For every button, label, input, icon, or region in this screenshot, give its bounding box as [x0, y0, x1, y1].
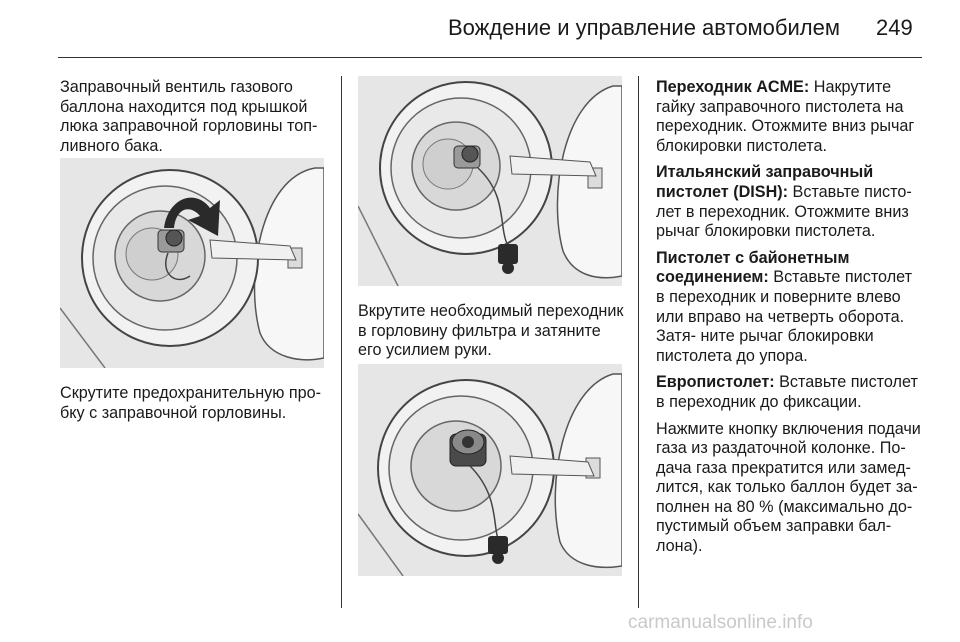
header-divider — [58, 57, 922, 58]
page-number: 249 — [876, 15, 913, 40]
euro-label: Европистолет: — [656, 373, 775, 392]
column-1-caption — [60, 384, 330, 430]
fuel-filler-illustration-2 — [358, 76, 622, 286]
figure-screw-adapter — [358, 76, 622, 286]
bayonet-label: Пистолет с байонетным соединением: — [656, 248, 850, 287]
column-divider-left — [341, 76, 342, 608]
column-divider-right — [638, 76, 639, 608]
watermark: carmanualsonline.info — [628, 612, 813, 633]
dish-text: Вставьте писто- лет в переходник. Отожмите вниз рычаг блокировки пистолета. — [656, 182, 912, 241]
dish-paragraph — [656, 163, 924, 241]
acme-text: Накрутите гайку заправочного пистолета на переходник. Отожмите вниз рычаг блокировки пистолета. — [656, 78, 915, 155]
final-paragraph: Нажмите кнопку включения подачи газа из раздаточной колонке. По- дача газа прекратится или замед- лится, как только баллон будет за- полнен на 80 % (максимально до- пустимый объем заправки бал- лона). — [656, 419, 921, 556]
euro-paragraph — [656, 373, 924, 412]
caption-remove-cap: Скрутите предохранительную про- бку с заправочной горловины. — [60, 384, 322, 422]
column-2-caption — [358, 302, 628, 368]
bayonet-paragraph — [656, 249, 924, 367]
euro-text: Вставьте пистолет в переходник до фиксации. — [656, 373, 918, 411]
bayonet-text: Вставьте пистолет в переходник и поверните влево или вправо на четверть оборота. Затя- ните рычаг блокировки пистолета до упора. — [656, 268, 913, 365]
intro-paragraph: Заправочный вентиль газового баллона находится под крышкой люка заправочной горловины топ- ливного бака. — [60, 78, 318, 155]
figure-adapter-installed — [358, 364, 622, 576]
figure-remove-cap — [60, 158, 324, 368]
fuel-filler-illustration-1 — [60, 158, 324, 368]
caption-screw-adapter: Вкрутите необходимый переходник в горловину фильтра и затяните его усилием руки. — [358, 302, 624, 360]
dish-label: Итальянский заправочный пистолет (DISH): — [656, 163, 874, 201]
acme-paragraph — [656, 78, 924, 156]
acme-label: Переходник ACME: — [656, 78, 810, 96]
column-3 — [656, 78, 924, 564]
column-1 — [60, 78, 328, 163]
fuel-filler-illustration-3 — [358, 364, 622, 576]
page-title: Вождение и управление автомобилем — [447, 15, 840, 40]
